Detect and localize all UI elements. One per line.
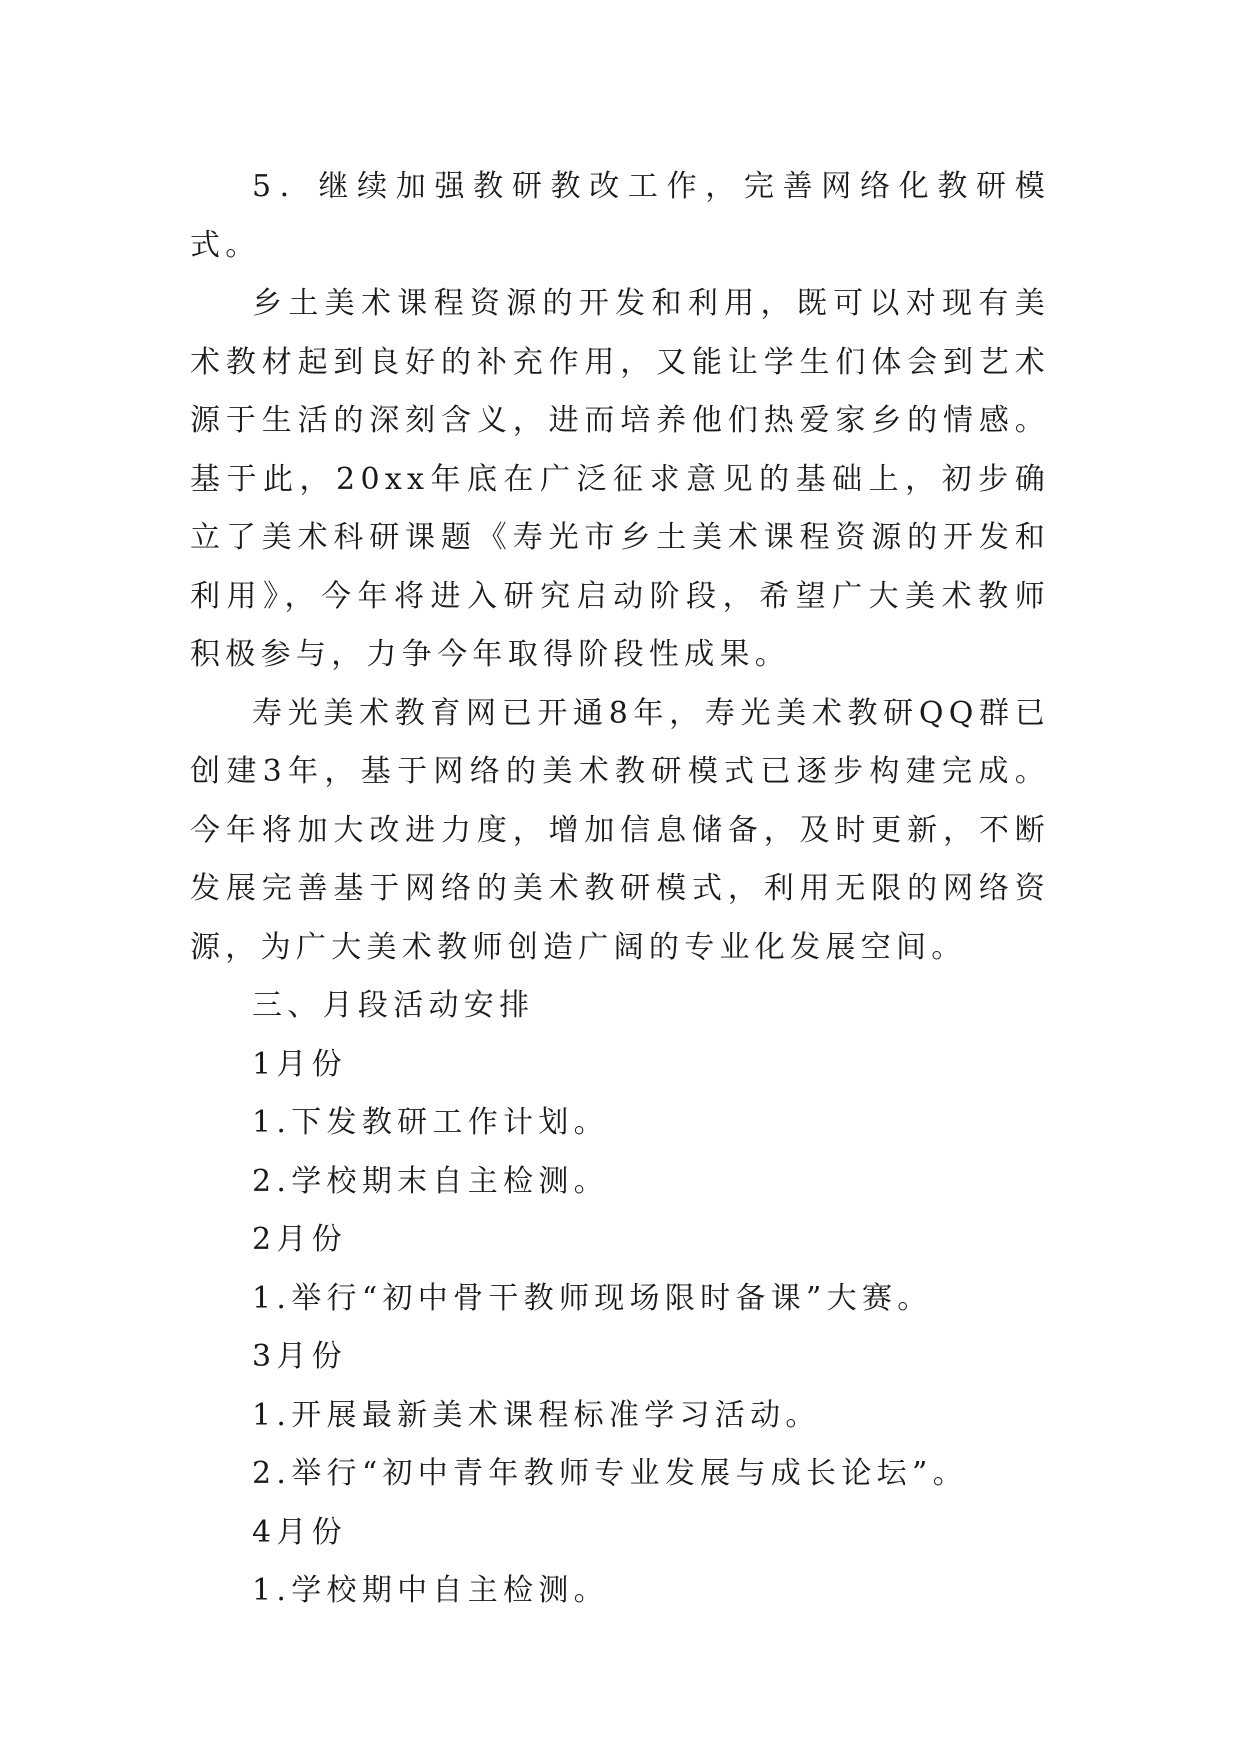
body-paragraph: 乡土美术课程资源的开发和利用，既可以对现有美术教材起到良好的补充作用，又能让学生们体会到艺术源于生活的深刻含义，进而培养他们热爱家乡的情感。基于此，20xx年底在广泛征求意见的基础上，初步确立了美术科研课题《寿光市乡土美术课程资源的开发和利用》，今年将进入研究启动阶段，希望广大美术教师积极参与，力争今年取得阶段性成果。 xyxy=(190,286,1050,672)
month-heading: 3月份 xyxy=(252,1339,347,1374)
month-heading: 2月份 xyxy=(252,1222,347,1257)
month-heading: 1月份 xyxy=(252,1046,347,1082)
list-item: 1.下发教研工作计划。 xyxy=(252,1105,609,1140)
section-heading: 三、月段活动安排 xyxy=(252,988,535,1023)
body-paragraph: 寿光美术教育网已开通8年，寿光美术教研QQ群已创建3年，基于网络的美术教研模式已逐步构建完成。今年将加大改进力度，增加信息储备，及时更新，不断发展完善基于网络的美术教研模式，利用无限的网络资源，为广大美术教师创造广阔的专业化发展空间。 xyxy=(190,695,1050,965)
section-item-5: 5．继续加强教研教改工作，完善网络化教研模式。 xyxy=(190,169,1050,263)
list-item: 1.开展最新美术课程标准学习活动。 xyxy=(252,1397,821,1433)
list-item: 1.学校期中自主检测。 xyxy=(252,1573,609,1608)
month-heading: 4月份 xyxy=(252,1514,347,1550)
list-item: 1.举行“初中骨干教师现场限时备课”大赛。 xyxy=(252,1280,933,1316)
list-item: 2.学校期末自主检测。 xyxy=(252,1163,609,1199)
document-body xyxy=(190,158,1050,1621)
list-item: 2.举行“初中青年教师专业发展与成长论坛”。 xyxy=(252,1456,968,1491)
